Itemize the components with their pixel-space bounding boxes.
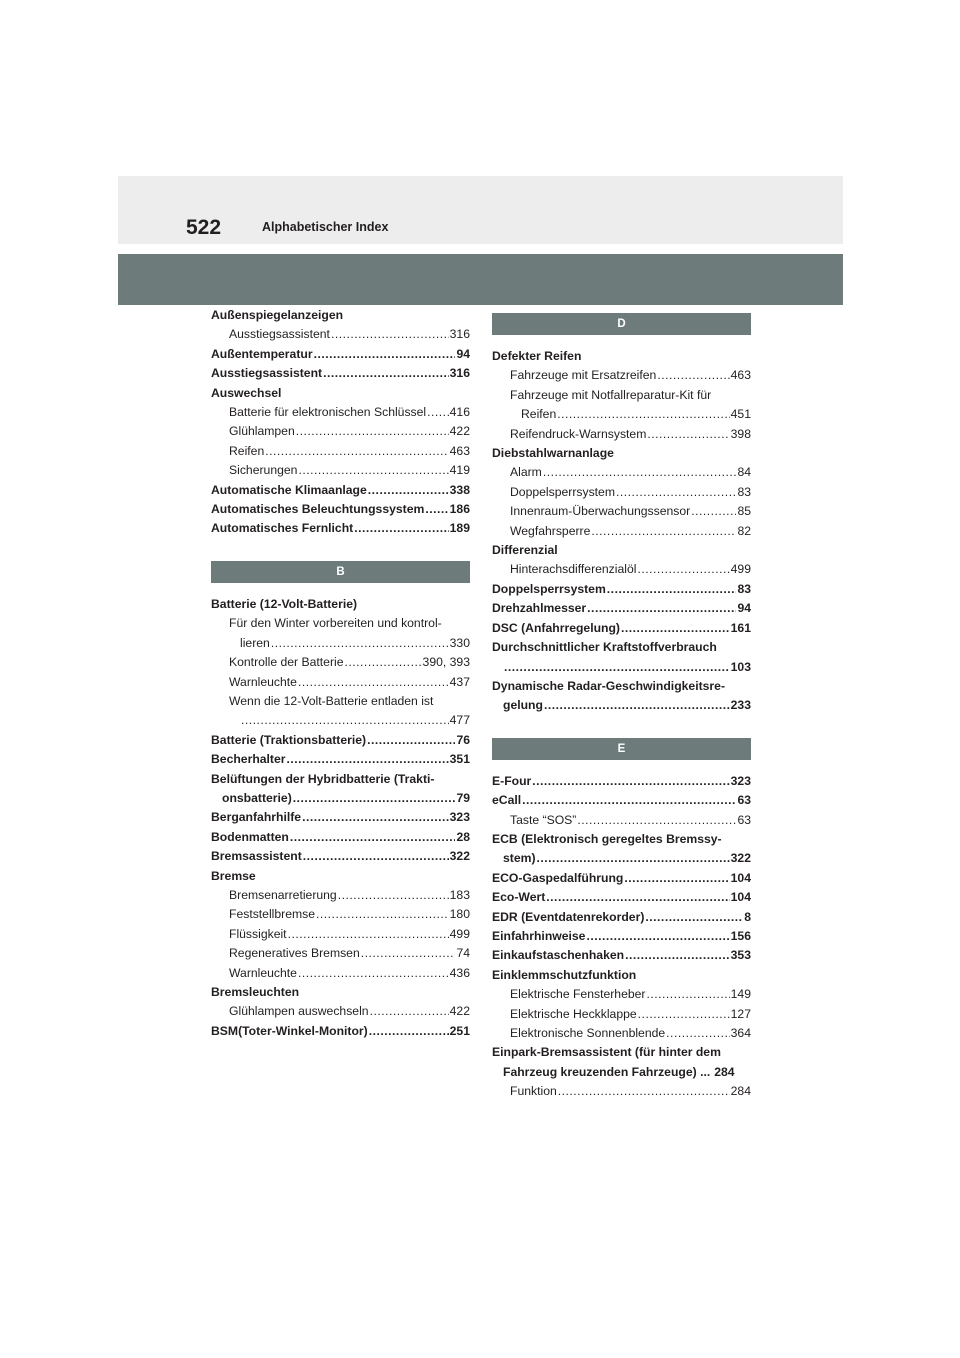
running-head-title: Alphabetischer Index <box>262 220 389 234</box>
entry-page-ref: 183 <box>449 887 470 902</box>
leader-dots <box>624 869 729 888</box>
entry-term: Diebstahlwarnanlage <box>492 446 614 461</box>
entry-term: Batterie (Traktionsbatterie) <box>211 732 367 747</box>
entry-term: eCall <box>492 793 522 808</box>
entry-page-ref: 8 <box>744 909 751 924</box>
index-entry <box>492 599 751 618</box>
entry-term: Elektrische Heckklappe <box>510 1006 637 1021</box>
section-letter-d: D <box>492 313 751 335</box>
section-letter-e: E <box>492 738 751 760</box>
index-entry <box>492 1063 751 1082</box>
entry-term: Reifendruck-Warnsystem <box>510 426 647 441</box>
entry-page-ref: 251 <box>449 1023 470 1038</box>
entry-term: Berganfahrhilfe <box>211 810 302 825</box>
entry-page-ref: 323 <box>449 810 470 825</box>
entry-term: Hinterachsdifferenzialöl <box>510 562 637 577</box>
index-subentry <box>211 653 470 672</box>
entry-term: Flüssigkeit <box>229 926 287 941</box>
entry-page-ref: 94 <box>456 346 470 361</box>
entry-term: Taste “SOS” <box>510 812 577 827</box>
entry-term: Automatisches Beleuchtungssystem <box>211 502 425 517</box>
entry-term: ECO-Gaspedalführung <box>492 870 624 885</box>
leader-dots <box>543 463 737 482</box>
entry-page-ref: 28 <box>456 829 470 844</box>
entry-page-ref: 322 <box>730 851 751 866</box>
index-subentry <box>211 403 470 422</box>
index-column-right <box>492 306 751 1102</box>
leader-dots <box>354 519 448 538</box>
entry-term: Fahrzeug kreuzenden Fahrzeuge) ... <box>503 1064 711 1079</box>
entry-page-ref: 499 <box>449 926 470 941</box>
index-subentry <box>211 925 470 944</box>
entry-term: Warnleuchte <box>229 965 297 980</box>
index-subentry <box>211 711 470 730</box>
index-subentry <box>211 964 470 983</box>
entry-page-ref: 322 <box>449 849 470 864</box>
entry-page-ref: 353 <box>730 948 751 963</box>
entry-page-ref: 323 <box>730 773 751 788</box>
index-entry <box>492 677 751 696</box>
index-entry <box>211 808 470 827</box>
index-entry <box>211 847 470 866</box>
index-subentry <box>211 634 470 653</box>
index-entry <box>211 481 470 500</box>
leader-dots <box>323 364 449 383</box>
index-entry <box>211 789 470 808</box>
leader-dots <box>621 619 730 638</box>
index-entry <box>492 541 751 560</box>
index-entry <box>492 966 751 985</box>
leader-dots <box>338 886 449 905</box>
index-entry <box>492 1043 751 1062</box>
leader-dots <box>427 403 449 422</box>
index-subentry <box>211 614 470 633</box>
entry-term: lieren <box>240 635 270 650</box>
index-entry <box>492 638 751 657</box>
entry-term: Defekter Reifen <box>492 349 582 363</box>
index-subentry <box>492 1024 751 1043</box>
entry-term: Außenspiegelanzeigen <box>211 308 344 322</box>
entry-page-ref: 436 <box>449 965 470 980</box>
entry-term: Fahrzeuge mit Ersatzreifen <box>510 368 657 383</box>
entry-page-ref: 316 <box>449 366 470 381</box>
index-subentry <box>492 1082 751 1101</box>
entry-term: stem) <box>503 851 536 866</box>
entry-page-ref: 161 <box>730 620 751 635</box>
leader-dots <box>241 711 449 730</box>
leader-dots <box>298 964 449 983</box>
index-subentry <box>492 386 751 405</box>
entry-term: Wegfahrsperre <box>510 523 591 538</box>
index-subentry <box>492 483 751 502</box>
entry-term: Wenn die 12-Volt-Batterie entladen ist <box>229 693 434 708</box>
entry-page-ref: 351 <box>449 752 470 767</box>
entry-page-ref: 76 <box>456 732 470 747</box>
entry-term: Einfahrhinweise <box>492 928 586 943</box>
entry-page-ref: 186 <box>449 502 470 517</box>
entry-page-ref: 284 <box>714 1064 735 1079</box>
entry-term: Regeneratives Bremsen <box>229 946 360 961</box>
leader-dots <box>368 481 449 500</box>
entry-term: Automatisches Fernlicht <box>211 521 354 536</box>
entry-term: Bremse <box>211 868 256 883</box>
index-entry <box>211 867 470 886</box>
leader-dots <box>331 325 449 344</box>
entry-term: Einklemmschutzfunktion <box>492 967 637 982</box>
index-entry <box>211 364 470 383</box>
entry-page-ref: 104 <box>730 890 751 905</box>
entry-page-ref: 419 <box>449 463 470 478</box>
index-entry <box>211 384 470 403</box>
entry-term: Bremsassistent <box>211 849 302 864</box>
entry-term: Außentemperatur <box>211 346 313 361</box>
entry-page-ref: 477 <box>449 713 470 728</box>
entry-term: Kontrolle der Batterie <box>229 655 344 670</box>
index-subentry <box>492 811 751 830</box>
entry-term: Ausstiegsassistent <box>229 327 330 342</box>
leader-dots <box>367 731 455 750</box>
leader-dots <box>577 811 736 830</box>
entry-page-ref: 437 <box>449 674 470 689</box>
entry-term: E-Four <box>492 773 532 788</box>
index-subentry <box>492 985 751 1004</box>
entry-page-ref: 74 <box>456 946 470 961</box>
index-subentry <box>211 944 470 963</box>
index-entry <box>492 444 751 463</box>
leader-dots <box>504 658 730 677</box>
entry-term: Feststellbremse <box>229 907 316 922</box>
entry-term: Funktion <box>510 1084 557 1099</box>
index-entry <box>211 306 470 325</box>
leader-dots <box>586 927 729 946</box>
entry-page-ref: 83 <box>737 484 751 499</box>
entry-term: Alarm <box>510 465 542 480</box>
index-subentry <box>211 886 470 905</box>
entry-term: ECB (Elektronisch geregeltes Bremssy- <box>492 831 722 846</box>
leader-dots <box>637 560 729 579</box>
leader-dots <box>303 847 449 866</box>
leader-dots <box>314 345 456 364</box>
entry-page-ref: 180 <box>449 907 470 922</box>
index-subentry <box>492 1005 751 1024</box>
index-entry <box>211 519 470 538</box>
entry-page-ref: 127 <box>730 1006 751 1021</box>
index-subentry <box>211 905 470 924</box>
leader-dots <box>666 1024 729 1043</box>
leader-dots <box>302 808 449 827</box>
index-entry <box>492 908 751 927</box>
entry-page-ref: 79 <box>456 790 470 805</box>
index-subentry <box>492 560 751 579</box>
index-subentry <box>211 461 470 480</box>
leader-dots <box>607 580 737 599</box>
leader-dots <box>345 653 422 672</box>
leader-dots <box>425 500 448 519</box>
entry-page-ref: 338 <box>449 482 470 497</box>
index-entry <box>211 595 470 614</box>
leader-dots <box>657 366 729 385</box>
header-band <box>118 176 843 244</box>
entry-term: Einkaufstaschenhaken <box>492 948 625 963</box>
leader-dots <box>625 946 730 965</box>
leader-dots <box>316 905 449 924</box>
index-entry <box>492 946 751 965</box>
index-entry <box>211 500 470 519</box>
leader-dots <box>557 405 729 424</box>
index-subentry <box>492 366 751 385</box>
index-entry <box>492 696 751 715</box>
entry-term: Bodenmatten <box>211 829 289 844</box>
leader-dots <box>290 828 456 847</box>
entry-page-ref: 330 <box>449 635 470 650</box>
entry-page-ref: 104 <box>730 870 751 885</box>
entry-page-ref: 398 <box>730 426 751 441</box>
index-entry <box>492 849 751 868</box>
leader-dots <box>293 789 456 808</box>
entry-term: Reifen <box>521 407 557 422</box>
entry-page-ref: 85 <box>737 504 751 519</box>
entry-term: Elektrische Fensterheber <box>510 987 646 1002</box>
entry-page-ref: 156 <box>730 928 751 943</box>
entry-term: Für den Winter vorbereiten und kontrol- <box>229 616 442 631</box>
entry-page-ref: 94 <box>737 601 751 616</box>
entry-term: Ausstiegsassistent <box>211 366 323 381</box>
entry-term: Glühlampen auswechseln <box>229 1004 369 1019</box>
entry-term: Reifen <box>229 443 265 458</box>
entry-page-ref: 233 <box>730 698 751 713</box>
entry-page-ref: 499 <box>730 562 751 577</box>
index-subentry <box>492 522 751 541</box>
entry-page-ref: 189 <box>449 521 470 536</box>
index-entry <box>211 345 470 364</box>
entry-page-ref: 149 <box>730 987 751 1002</box>
entry-term: onsbatterie) <box>222 790 292 805</box>
entry-page-ref: 390, 393 <box>422 655 470 670</box>
entry-term: Durchschnittlicher Kraftstoffverbrauch <box>492 640 717 655</box>
index-entry <box>211 828 470 847</box>
entry-term: Batterie (12-Volt-Batterie) <box>211 596 358 611</box>
entry-term: Auswechsel <box>211 385 282 400</box>
entry-page-ref: 416 <box>449 405 470 420</box>
index-entry <box>492 580 751 599</box>
index-subentry <box>492 405 751 424</box>
entry-term: Doppelsperrsystem <box>492 581 606 596</box>
index-subentry <box>211 325 470 344</box>
entry-term: Eco-Wert <box>492 890 546 905</box>
entry-term: Batterie für elektronischen Schlüssel <box>229 405 427 420</box>
leader-dots <box>370 1002 449 1021</box>
entry-page-ref: 422 <box>449 1004 470 1019</box>
leader-dots <box>296 422 449 441</box>
index-subentry <box>211 442 470 461</box>
index-subentry <box>492 463 751 482</box>
section-letter-b: B <box>211 561 470 583</box>
leader-dots <box>537 849 730 868</box>
leader-dots <box>587 599 736 618</box>
index-entry <box>211 731 470 750</box>
leader-dots <box>647 425 729 444</box>
leader-dots <box>369 1022 449 1041</box>
leader-dots <box>691 502 736 521</box>
entry-term: Dynamische Radar-Geschwindigkeitsre- <box>492 678 725 693</box>
index-entry <box>492 830 751 849</box>
entry-page-ref: 63 <box>737 793 751 808</box>
entry-page-ref: 364 <box>730 1026 751 1040</box>
entry-term: Glühlampen <box>229 424 295 439</box>
index-entry <box>211 1022 470 1041</box>
entry-term: Becherhalter <box>211 752 286 767</box>
leader-dots <box>287 750 449 769</box>
entry-page-ref: 451 <box>730 407 751 422</box>
entry-term: Differenzial <box>492 543 558 558</box>
index-entry <box>211 983 470 1002</box>
leader-dots <box>271 634 449 653</box>
entry-term: Drehzahlmesser <box>492 601 587 616</box>
entry-term: Bremsleuchten <box>211 985 300 999</box>
leader-dots <box>532 772 729 791</box>
leader-dots <box>616 483 736 502</box>
index-subentry <box>211 1002 470 1021</box>
leader-dots <box>522 791 736 810</box>
entry-page-ref: 82 <box>737 523 751 538</box>
entry-term: EDR (Eventdatenrekorder) <box>492 909 645 924</box>
index-entry <box>492 927 751 946</box>
leader-dots <box>265 442 448 461</box>
leader-dots <box>646 985 729 1004</box>
index-column-left <box>211 306 470 1041</box>
entry-term: Belüftungen der Hybridbatterie (Trakti- <box>211 771 435 786</box>
leader-dots <box>558 1082 730 1101</box>
entry-page-ref: 83 <box>737 581 751 596</box>
entry-page-ref: 316 <box>449 327 470 342</box>
entry-term: Innenraum-Überwachungssensor <box>510 504 691 519</box>
index-subentry <box>492 502 751 521</box>
entry-term: Automatische Klimaanlage <box>211 482 367 497</box>
leader-dots <box>288 925 449 944</box>
leader-dots <box>638 1005 730 1024</box>
entry-page-ref: 463 <box>730 368 751 383</box>
entry-page-ref: 422 <box>449 424 470 439</box>
leader-dots <box>546 888 729 907</box>
index-subentry <box>211 692 470 711</box>
entry-page-ref: 463 <box>449 443 470 458</box>
index-entry <box>492 791 751 810</box>
entry-term: Bremsenarretierung <box>229 887 337 902</box>
entry-term: DSC (Anfahrregelung) <box>492 620 620 635</box>
leader-dots <box>645 908 743 927</box>
index-entry <box>492 658 751 677</box>
entry-term: Elektronische Sonnenblende <box>510 1026 666 1040</box>
leader-dots <box>544 696 730 715</box>
leader-dots <box>298 673 449 692</box>
leader-dots <box>591 522 736 541</box>
index-entry <box>211 750 470 769</box>
index-subentry <box>211 673 470 692</box>
entry-term: Warnleuchte <box>229 674 297 689</box>
entry-page-ref: 284 <box>730 1084 751 1099</box>
entry-term: Doppelsperrsystem <box>510 484 615 499</box>
entry-term: BSM(Toter-Winkel-Monitor) <box>211 1023 368 1038</box>
entry-term: Einpark-Bremsassistent (für hinter dem <box>492 1045 721 1060</box>
index-subentry <box>211 422 470 441</box>
leader-dots <box>298 461 448 480</box>
index-entry <box>492 869 751 888</box>
index-entry <box>211 770 470 789</box>
entry-term: Sicherungen <box>229 463 298 478</box>
index-subentry <box>492 425 751 444</box>
entry-page-ref: 103 <box>730 659 751 674</box>
entry-term: Fahrzeuge mit Notfallreparatur-Kit für <box>510 387 712 402</box>
entry-term: gelung <box>503 698 543 713</box>
entry-page-ref: 63 <box>737 812 751 827</box>
index-entry <box>492 347 751 366</box>
leader-dots <box>361 944 456 963</box>
index-entry <box>492 619 751 638</box>
header-bar <box>118 254 843 305</box>
index-entry <box>492 888 751 907</box>
index-entry <box>492 772 751 791</box>
page-number: 522 <box>186 216 222 239</box>
entry-page-ref: 84 <box>737 465 751 480</box>
